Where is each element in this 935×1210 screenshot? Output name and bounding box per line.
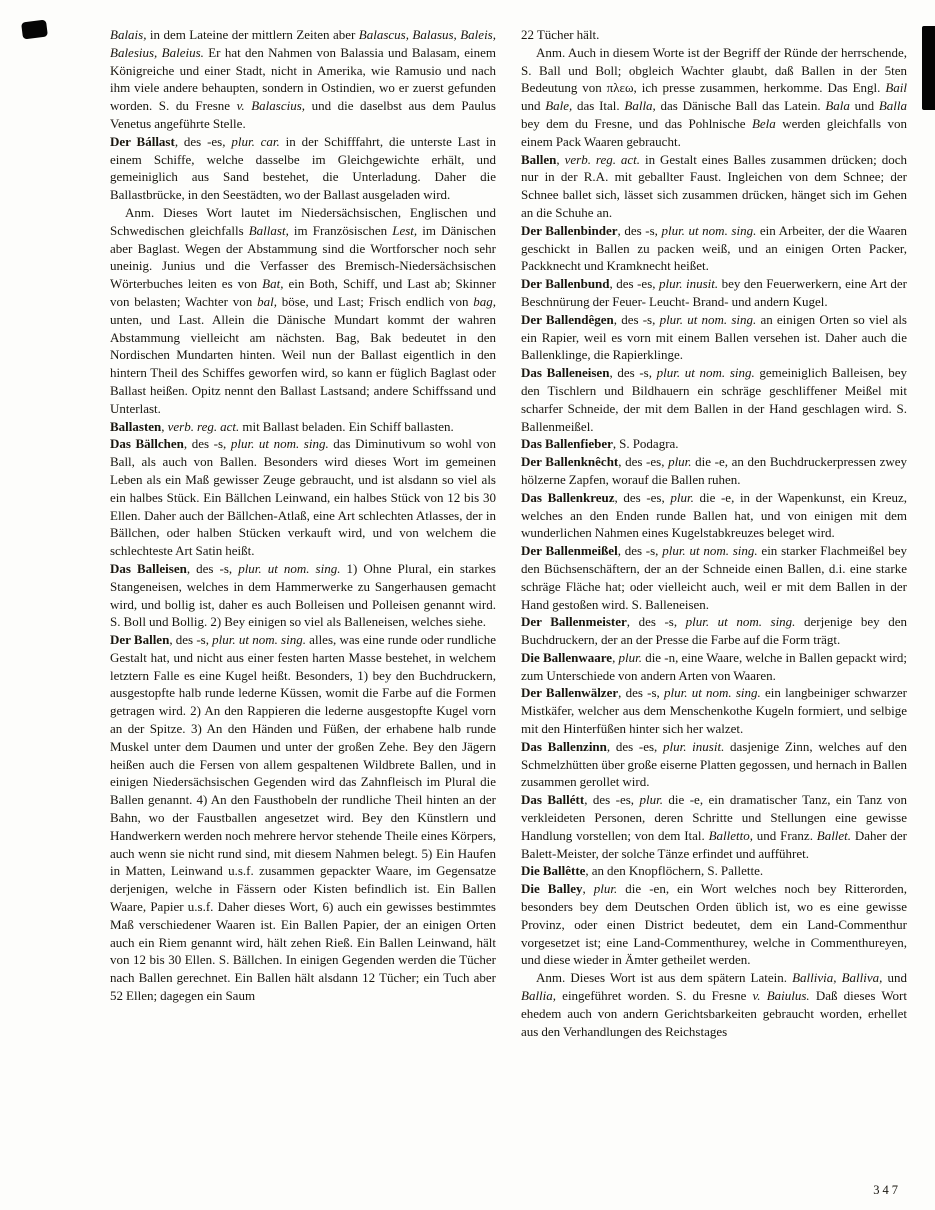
- text-run: ,: [582, 881, 594, 897]
- text-run: Bail: [885, 80, 907, 96]
- text-run: Anm. Dieses Wort lautet im Niedersächsischen, Englischen und Schwedischen gleichfalls: [110, 204, 496, 238]
- text-run: plur.: [670, 489, 694, 505]
- text-run: Das Ballenkreuz: [521, 489, 615, 505]
- text-run: Die Balley: [521, 881, 583, 897]
- text-run: Ballasten: [110, 418, 162, 434]
- paragraph: [521, 44, 907, 151]
- text-run: Balletto,: [708, 827, 753, 843]
- text-run: , des -es,: [174, 133, 232, 149]
- paragraph: [521, 489, 907, 542]
- text-run: verb. reg. act.: [564, 151, 641, 167]
- text-run: und: [849, 98, 879, 114]
- text-run: Bale,: [545, 98, 573, 114]
- text-run: Bat,: [262, 276, 284, 292]
- text-run: die -e, an den Buchdruckerpressen zwey hölzerne Zapfen, worauf die Ballen ruhen.: [521, 454, 907, 487]
- text-run: , des -s,: [186, 560, 239, 576]
- text-run: und Franz.: [753, 827, 817, 843]
- text-run: Die Ballêtte: [521, 863, 586, 879]
- text-run: Daß dieses Wort ehedem auch von andern Gerichtsbarkeiten gebraucht worden, erhellet aus den Verhandlungen des Reichstages: [521, 988, 907, 1039]
- text-run: Balla,: [624, 98, 656, 114]
- paragraph: [521, 275, 907, 311]
- text-run: bey dem du Fresne, und das Pohlnische: [521, 115, 752, 131]
- scan-artifact-right-edge: [922, 26, 935, 110]
- text-run: v. Balascius,: [236, 98, 306, 114]
- column-right: [521, 26, 907, 1040]
- text-run: plur. ut nom. sing.: [685, 614, 796, 630]
- text-run: Das Ballenfieber: [521, 436, 613, 452]
- text-run: das Diminutivum so wohl von Ball, als auch von Ballen. Besonders wird dieses Wort im gemeinen Leben als ein Maß gewisser Zeuge gebraucht, und ist alsdann so viel als ein halbes Stück. Ein Bällchen Leinwand, ein halbes Stück von 12 bis 30 Ellen. Daher auch der Bällchen-Atlaß, eine Art schlechten Atlasses, der in Bällchen, oder halben Stücken verkauft wird, und von welchem die schlechteste Art Satin heißt.: [110, 436, 496, 559]
- paragraph: [521, 880, 907, 969]
- text-run: die -n, eine Waare, welche in Ballen gepackt wird; zum Unterschiede von andern Arten von Waaren.: [521, 649, 907, 683]
- paragraph: [521, 613, 907, 649]
- text-run: Der Ballenwälzer: [521, 685, 619, 701]
- text-run: das Dänische Ball das Latein.: [655, 98, 826, 114]
- text-run: plur. ut nom. sing.: [656, 365, 755, 381]
- text-run: im Dänischen aber Baglast. Wegen der Abstammung sind die Wortforscher noch sehr uneinig. Junius und die Verfasser des Bremisch-Niedersächsischen Wörterbuches leiten es von: [110, 222, 496, 292]
- text-run: eingeführet worden. S. du Fresne: [556, 988, 753, 1004]
- text-run: , des -s,: [609, 365, 657, 381]
- text-run: , des -es,: [584, 792, 640, 808]
- text-run: derjenige bey den Buchdruckern, der an der Presse die Farbe auf die Form trägt.: [521, 614, 907, 648]
- text-run: bal,: [257, 293, 277, 309]
- text-run: plur. ut nom. sing.: [664, 685, 761, 701]
- text-run: ,: [612, 649, 619, 665]
- text-run: Anm. Dieses Wort ist aus dem spätern Latein.: [536, 970, 793, 986]
- text-run: Ballen: [521, 151, 557, 167]
- text-run: Er hat den Nahmen von Balassia und Balasam, einem Königreiche und einer Stadt, nicht in Amerika, wie Ramusio und nach ihm viele andere behaupten, sondern in Ostindien, wo er zuerst gefunden worden. S. du Fresne: [110, 44, 496, 114]
- paragraph: [521, 222, 907, 275]
- text-run: Balais,: [110, 27, 147, 42]
- text-run: , S. Podagra.: [612, 436, 679, 452]
- text-run: plur.: [618, 649, 642, 665]
- text-run: die -en, ein Wort welches noch bey Ritterorden, besonders bey dem Deutschen Orden üblich ist, wo es eine gewisse Provinz, oder einen District bedeutet, dem ein Land-Commenthur vorgesetzet ist; eine Land-Commenthurey, welche in Commenthureyen, und diese wieder in Ämter getheilet werden.: [521, 881, 907, 968]
- paragraph: [521, 649, 907, 685]
- paragraph: [521, 26, 907, 44]
- paragraph: [110, 204, 496, 418]
- text-run: bey den Feuerwerkern, eine Art der Beschnürung der Feuer- Leucht- Brand- und andern Kugel.: [521, 276, 908, 309]
- paragraph: [521, 151, 907, 222]
- paragraph: [521, 791, 907, 862]
- text-columns: [110, 26, 907, 1040]
- text-run: gemeiniglich Balleisen, bey den Tischlern und Bildhauern ein schräge geschliffener Meißel mit scharfer Schneide, der mit dem Ballen in der Hand geschlagen wird. S. Ballenmeißel.: [521, 365, 907, 434]
- text-run: plur.: [593, 881, 618, 897]
- text-run: Der Ballenmeißel: [521, 543, 618, 559]
- text-run: Lest,: [392, 222, 418, 238]
- text-run: und die daselbst aus dem Paulus Venetus angeführte Stelle.: [110, 98, 496, 131]
- text-run: in Gestalt eines Balles zusammen drücken; doch nur in der R.A. mit geballter Faust. Ingleichen von dem Schnee; der Schnee ballet sich, lässet sich zusammen drücken, hänget sich im Gehen an die Schuhe an.: [521, 151, 907, 220]
- text-run: ein Both, Schiff, und Last ab; Skinner von belasten; Wachter von: [110, 276, 496, 309]
- text-run: Das Ballenzinn: [521, 738, 607, 754]
- text-run: Ballast,: [248, 222, 289, 238]
- text-run: Ballia,: [521, 988, 557, 1004]
- text-run: Balla: [878, 98, 907, 114]
- text-run: plur. ut nom. sing.: [238, 560, 341, 576]
- text-run: Der Ballenmeister: [521, 614, 627, 630]
- text-run: Ballet.: [816, 827, 852, 843]
- page-number: 347: [873, 1183, 901, 1197]
- text-run: dasjenige Zinn, welches auf den Schmelzhütten über große eiserne Platten gegossen, und hernach in Ballen zusammen gerollet wird.: [521, 738, 908, 790]
- text-run: , des -es,: [618, 454, 669, 470]
- text-run: Das Balleisen: [110, 560, 187, 576]
- text-run: verb. reg. act.: [167, 418, 240, 434]
- text-run: , des -s,: [169, 632, 213, 648]
- text-run: Der Ballenknêcht: [521, 454, 619, 470]
- paragraph: [521, 364, 907, 435]
- paragraph: [521, 969, 907, 1040]
- text-run: , des -es,: [609, 276, 660, 292]
- text-run: , an den Knopflöchern, S. Pallette.: [585, 863, 764, 879]
- text-run: plur. ut nom. sing.: [212, 632, 306, 648]
- text-run: , des -s,: [613, 311, 660, 327]
- paragraph: [521, 311, 907, 364]
- paragraph: [110, 418, 496, 436]
- text-run: Der Ballenbinder: [521, 222, 618, 238]
- text-run: , des -s,: [183, 436, 231, 452]
- text-run: bag,: [473, 293, 497, 309]
- text-run: plur. ut nom. sing.: [661, 222, 757, 238]
- text-run: plur.: [668, 454, 692, 470]
- text-run: Der Ballen: [110, 632, 170, 648]
- text-run: , des -es,: [606, 738, 663, 754]
- text-run: v. Baiulus.: [752, 988, 810, 1004]
- text-run: plur. car.: [231, 133, 280, 149]
- text-run: in dem Lateine der mittlern Zeiten aber: [146, 27, 359, 42]
- text-run: Der Bállast: [110, 133, 175, 149]
- text-run: unten, und Last. Allein die Dänische Mundart kommt der wahren Abstammung vielleicht am nächsten. Bag, Bak bedeutet in den Nordischen Mundarten hinten. Weil nun der Ballast eigentlich in den hintern Theil des Schiffes geworfen wird, so kann er füglich Baglast oder Ballast heißen. Opitz nennt den Ballast Lastsand; andere Schiffssand und Unterlast.: [110, 311, 496, 416]
- text-run: Balascus, Balasus, Baleis, Balesius, Baleius.: [110, 27, 496, 60]
- paragraph: [521, 862, 907, 880]
- text-run: Anm. Auch in diesem Worte ist der Begriff der Ründe der herrschende, S. Ball und Boll; obgleich Wachter glaubt, daß Ballen in der 5ten Bedeutung von πλεω, ich presse zusammen, herkomme. Das Engl.: [521, 44, 907, 96]
- text-run: an einigen Orten so viel als ein Rapier, weil es vorn mit einem Ballen versehen ist. Daher auch die Ballenklinge, die Rapierklinge.: [521, 311, 907, 363]
- text-run: , des -es,: [614, 489, 671, 505]
- text-run: , des -s,: [618, 685, 664, 701]
- text-run: Das Ballétt: [521, 792, 585, 808]
- text-run: , des -s,: [626, 614, 686, 630]
- scan-artifact-top-left: [21, 20, 48, 40]
- text-run: 22 Tücher hält.: [521, 27, 600, 42]
- paragraph: [521, 435, 907, 453]
- paragraph: [110, 26, 496, 133]
- text-run: alles, was eine runde oder rundliche Gestalt hat, und nicht aus einer festen harten Masse bestehet, in welchem letztern Falle es eine Kugel heißt. Besonders, 1) bey den Buchdruckern, ausgestopfte halb runde lederne Küssen, womit die Farbe auf die Formen getragen wird. 2) An den Rappieren die lederne ausgestopfte Kugel vorn an der Spitze. 3) An den Händen und Füßen, der erhabene halb runde Muskel unter dem Daumen und unter der großen Zehe. Bey den Jägern heißen auch die Fersen von allem gespaltenen Wildbrete Ballen, und in einigen Niedersächsischen Gegenden wird das Zahnfleisch im Plural die Ballen genannt. 4) An den Fausthobeln der rundliche Theil hinten an der Bahn, wo der Faustballen angesetzet wird. Bey den Künstlern und Handwerkern werden noch mehrere hervor stehende Theile eines Körpers, auch wenn sie nicht rund sind, mit diesem Nahmen belegt. 5) Ein Haufen in Matten, Leinwand u.s.f. zusammen gepackter Waare, im Gegensatze derjenigen, welche in Fässern oder Kisten befindlich ist. Ein Ballen Waare, Papier u.s.f. Daher dieses Wort, 6) auch ein gewisses bestimmtes Maß verschiedener Waaren ist. Ein Ballen Papier, der an einigen Orten auch ein Riem genannt wird, hält zehen Rieß. Ein Ballen Leinwand, hält von 12 bis 30 Ellen. S. Bällchen. In einigen Gegenden werden die Tücher nach Ballen gerechnet. Ein Ballen hält alsdann 12 Tücher; ein Tuch aber 52 Ellen; dagegen ein Saum: [110, 632, 496, 1004]
- paragraph: [521, 453, 907, 489]
- text-run: die -e, in der Wapenkunst, ein Kreuz, welches an den Enden runde Ballen hat, und von einigen mit dem wunderlichen Nahmen eines Kugelstabkreuzes beleget wird.: [521, 489, 907, 541]
- column-left: [110, 26, 496, 1040]
- paragraph: [521, 542, 907, 613]
- text-run: mit Ballast beladen. Ein Schiff ballasten.: [239, 418, 454, 434]
- text-run: Das Balleneisen: [521, 365, 610, 381]
- paragraph: [110, 560, 496, 631]
- text-run: ein Arbeiter, der die Waaren geschickt in Ballen zu packen weiß, und an einigen Orten Packer, Packknecht und Kramknecht heißet.: [521, 222, 908, 274]
- text-run: werden gleichfalls von einem Pack Waaren gebraucht.: [521, 115, 907, 149]
- text-run: plur. ut nom. sing.: [659, 311, 757, 327]
- text-run: Der Ballenbund: [521, 276, 610, 292]
- text-run: , des -s,: [617, 222, 662, 238]
- paragraph: [521, 684, 907, 737]
- text-run: Die Ballenwaare: [521, 649, 613, 665]
- text-run: plur. ut nom. sing.: [662, 543, 758, 559]
- text-run: , des -s,: [617, 543, 663, 559]
- text-run: ,: [556, 151, 565, 167]
- text-run: Ballivia, Balliva,: [792, 970, 883, 986]
- paragraph: [110, 133, 496, 204]
- text-run: ein starker Flachmeißel bey den Büchsenschäftern, der an der Schneide einen Ballen, d.i. eine starke schräge Fläche hat; oder vielleicht auch, weil er mit dem Ballen in der Hand gestoßen wird. S. Balleneisen.: [521, 543, 907, 612]
- text-run: plur. ut nom. sing.: [230, 436, 329, 452]
- text-run: ,: [161, 418, 168, 434]
- text-run: ein langbeiniger schwarzer Mistkäfer, welcher aus dem Menschenkothe Kugeln formiert, und selbige mit den Hinterfüßen hinter sich her walzet.: [521, 685, 908, 737]
- text-run: das Ital.: [572, 98, 625, 114]
- text-run: Daher der Balett-Meister, der solche Tänze erfindet und aufführet.: [521, 827, 907, 861]
- text-run: Das Bällchen: [110, 436, 184, 452]
- text-run: plur.: [639, 792, 663, 808]
- text-run: 1) Ohne Plural, ein starkes Stangeneisen, welches in dem Hammerwerke zu Sangerhausen gemacht wird, und bollig ist, daher es auch Bolleisen und Polleisen genannt wird. S. Boll und Bollig. 2) Bey einigen so viel als Balleneisen, welches siehe.: [110, 560, 496, 630]
- text-run: in der Schifffahrt, die unterste Last in einem Schiffe, welche dasselbe im Gleichgewichte erhält, und gemeiniglich aus Sand bestehet, die Unterladung. Daher die Ballastbrücke, in den Seestädten, wo der Ballast ausgeladen wird.: [110, 133, 497, 203]
- paragraph: [110, 435, 496, 560]
- text-run: im Französischen: [288, 222, 393, 238]
- paragraph: [110, 631, 496, 1005]
- text-run: und: [521, 98, 546, 114]
- text-run: die -e, ein dramatischer Tanz, ein Tanz von verkleideten Personen, deren Schritte und Stellungen eine gewisse Handlung vorstellen; von dem Ital.: [521, 792, 907, 843]
- text-run: plur. inusit.: [659, 276, 719, 292]
- paragraph: [521, 738, 907, 791]
- text-run: plur. inusit.: [663, 738, 725, 754]
- text-run: und: [882, 970, 908, 986]
- text-run: Bela: [751, 115, 776, 131]
- text-run: Bala: [825, 98, 850, 114]
- text-run: böse, und Last; Frisch endlich von: [276, 293, 474, 309]
- text-run: Der Ballendêgen: [521, 311, 614, 327]
